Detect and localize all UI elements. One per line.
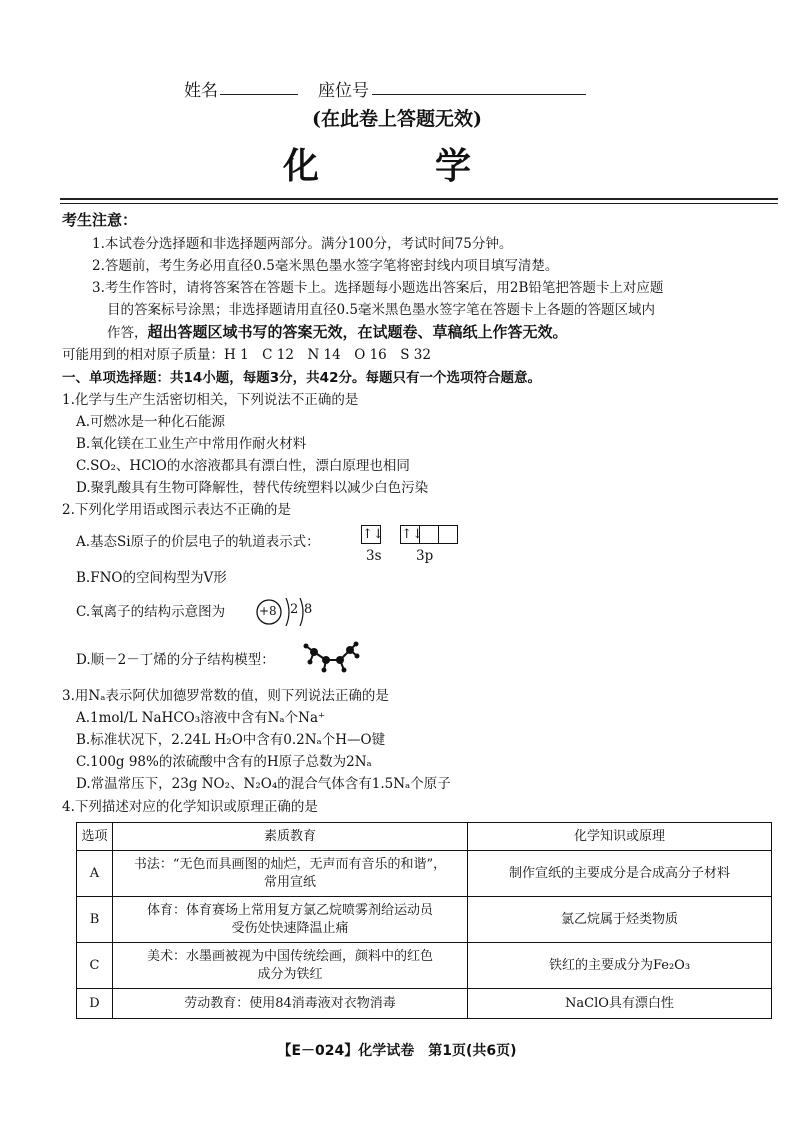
q3-stem: 3.用Nₐ表示阿伏加德罗常数的值，则下列说法正确的是 — [62, 688, 389, 704]
row-education — [113, 851, 468, 897]
row-option: D — [77, 989, 113, 1019]
butene-model — [300, 640, 360, 678]
seat-label: 座位号 — [318, 81, 369, 101]
orbital-3s-box: ↑↓ — [362, 527, 384, 542]
edu-line: 美术：水墨画被视为中国传统绘画，颜料中的红色 — [146, 948, 433, 964]
orbital-3p-box-2 — [419, 525, 439, 544]
q1-option-a: A.可燃冰是一种化石能源 — [76, 414, 226, 430]
orbital-3s-label: 3s — [366, 548, 382, 564]
page-footer: 【E－024】化学试卷 第1页(共6页) — [277, 1043, 517, 1059]
row-chemistry: NaClO具有漂白性 — [468, 989, 772, 1019]
q3-option-a: A.1mol/L NaHCO₃溶液中含有Nₐ个Na⁺ — [76, 710, 326, 726]
orbital-3p-box-3 — [438, 525, 458, 544]
q1-option-c: C.SO₂、HClO的水溶液都具有漂白性，漂白原理也相同 — [76, 458, 410, 474]
edu-line: 受伤处快速降温止痛 — [231, 920, 349, 936]
table-row — [77, 989, 772, 1019]
header-rule-thin — [60, 203, 778, 204]
edu-line: 书法：“无色而具画图的灿烂，无声而有音乐的和谐”， — [133, 856, 447, 872]
row-chemistry: 制作宣纸的主要成分是合成高分子材料 — [468, 851, 772, 897]
q2-option-d: D.顺－2－丁烯的分子结构模型： — [76, 652, 275, 668]
row-option: B — [77, 897, 113, 943]
orbital-diagram — [362, 524, 458, 544]
section-heading: 一、单项选择题：共14小题，每题3分，共42分。每题只有一个选项符合题意。 — [62, 370, 541, 386]
q2-option-c: C.氧离子的结构示意图为 — [76, 604, 226, 620]
table-row — [77, 943, 772, 989]
header-chemistry: 化学知识或原理 — [468, 823, 772, 851]
q3-option-c: C.100g 98%的浓硫酸中含有的H原子总数为2Nₐ — [76, 754, 372, 770]
table-header-row — [77, 823, 772, 851]
row-education — [113, 897, 468, 943]
invalid-note: (在此卷上答题无效) — [312, 108, 482, 130]
row-education: 劳动教育：使用84消毒液对衣物消毒 — [113, 989, 468, 1019]
q2-stem: 2.下列化学用语或图示表达不正确的是 — [62, 502, 291, 518]
molecule-model-svg — [300, 640, 360, 674]
row-education — [113, 943, 468, 989]
notice-heading: 考生注意： — [62, 211, 138, 229]
ion-shell-1: 2 — [290, 602, 299, 617]
table-row — [77, 851, 772, 897]
q3-option-b: B.标准状况下，2.24L H₂O中含有0.2Nₐ个H—O键 — [76, 732, 386, 748]
header-rule — [60, 198, 778, 200]
name-label: 姓名 — [184, 81, 218, 101]
q1-option-d: D.聚乳酸具有生物可降解性，替代传统塑料以减少白色污染 — [76, 480, 429, 496]
notice-item-3: 3.考生作答时，请将答案答在答题卡上。选择题每小题选出答案后，用2B铅笔把答题卡上对应题 — [92, 280, 664, 296]
notice-warning: 超出答题区域书写的答案无效，在试题卷、草稿纸上作答无效。 — [147, 323, 568, 341]
edu-line: 成分为铁红 — [257, 966, 323, 982]
q2-option-b: B.FNO的空间构型为V形 — [76, 570, 227, 586]
row-option: A — [77, 851, 113, 897]
table-row — [77, 897, 772, 943]
q3-option-d: D.常温常压下，23g NO₂、N₂O₄的混合气体含有1.5Nₐ个原子 — [76, 776, 451, 792]
atomic-masses: 可能用到的相对原子质量：H 1 C 12 N 14 O 16 S 32 — [62, 347, 431, 363]
q4-stem: 4.下列描述对应的化学知识或原理正确的是 — [62, 799, 318, 815]
orbital-3p-box-1: ↑↓ — [401, 527, 423, 542]
edu-line: 体育：体育赛场上常用复方氯乙烷喷雾剂给运动员 — [146, 902, 433, 918]
q2-option-a: A.基态Si原子的价层电子的轨道表示式： — [76, 534, 320, 550]
row-chemistry: 氯乙烷属于烃类物质 — [468, 897, 772, 943]
notice-item-3-prefix: 作答， — [107, 325, 148, 341]
orbital-3p-label: 3p — [416, 548, 434, 564]
notice-item-2: 2.答题前，考生务必用直径0.5毫米黑色墨水签字笔将密封线内项目填写清楚。 — [92, 258, 559, 274]
seat-field[interactable] — [372, 76, 586, 95]
edu-line: 常用宣纸 — [263, 874, 316, 890]
notice-item-3-end — [107, 322, 568, 343]
header-education: 素质教育 — [113, 823, 468, 851]
q1-option-b: B.氧化镁在工业生产中常用作耐火材料 — [76, 436, 307, 452]
ion-shell-2: 8 — [304, 602, 313, 617]
subject-title: 化 学 — [282, 145, 511, 187]
name-field[interactable] — [220, 76, 298, 95]
notice-item-3-cont: 目的答案标号涂黑；非选择题请用直径0.5毫米黑色墨水签字笔在答题卡上各题的答题区域内 — [107, 302, 655, 318]
header-option: 选项 — [77, 823, 113, 851]
q1-stem: 1.化学与生产生活密切相关，下列说法不正确的是 — [62, 392, 359, 408]
row-chemistry: 铁红的主要成分为Fe₂O₃ — [468, 943, 772, 989]
q4-table — [76, 822, 772, 1019]
ion-nucleus-label: +8 — [259, 604, 277, 618]
row-option: C — [77, 943, 113, 989]
oxygen-ion-diagram — [254, 592, 334, 634]
notice-item-1: 1.本试卷分选择题和非选择题两部分。满分100分，考试时间75分钟。 — [92, 236, 513, 252]
